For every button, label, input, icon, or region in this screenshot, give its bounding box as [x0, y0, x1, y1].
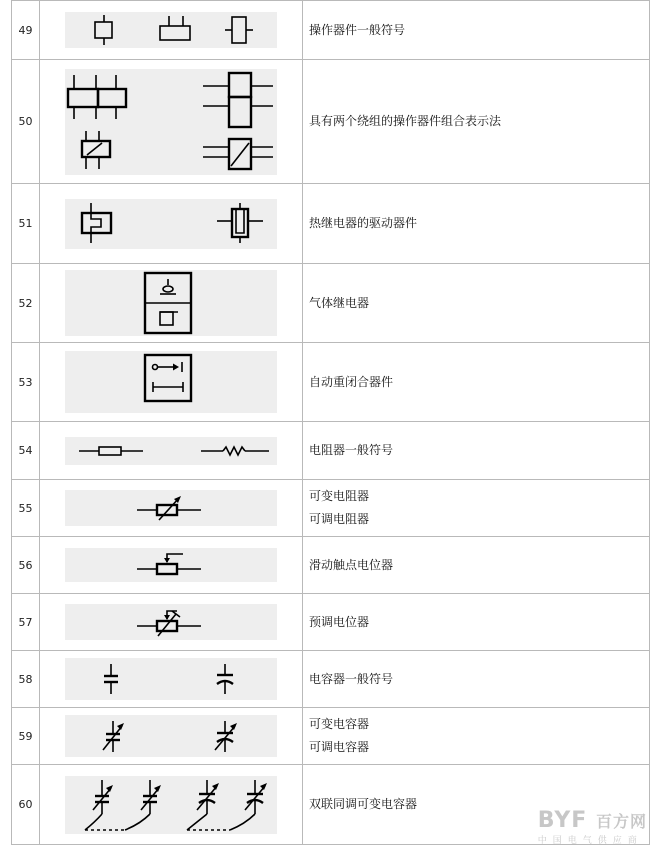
watermark-tagline: 中国电气供应商 [537, 836, 643, 846]
table-row [12, 343, 650, 422]
description-line: 电容器一般符号 [309, 671, 394, 686]
thermal-relay-symbol [65, 199, 277, 249]
symbol-panel [65, 437, 277, 465]
symbol-cell [40, 264, 303, 343]
symbol-cell [40, 537, 303, 594]
row-number: 52 [12, 264, 40, 343]
table-row [12, 594, 650, 651]
description-line: 操作器件一般符号 [309, 22, 406, 37]
description-cell [303, 708, 650, 765]
description-cell [303, 537, 650, 594]
description-cell [303, 343, 650, 422]
symbol-panel [65, 490, 277, 526]
row-number: 60 [12, 765, 40, 845]
row-number: 53 [12, 343, 40, 422]
capacitor-symbol [65, 658, 277, 700]
gas-relay-symbol [65, 270, 277, 336]
variable-capacitor-symbol [65, 715, 277, 757]
operating-device-symbol [65, 12, 277, 48]
watermark-brand: BYF [537, 808, 588, 833]
description-line: 可调电阻器 [309, 512, 370, 526]
symbol-panel [65, 715, 277, 757]
row-number: 57 [12, 594, 40, 651]
symbol-panel [65, 604, 277, 640]
symbol-panel [65, 351, 277, 413]
sliding-contact-potentiometer-symbol [65, 548, 277, 582]
description-line: 气体继电器 [309, 295, 370, 310]
row-number: 58 [12, 651, 40, 708]
description-line: 热继电器的驱动器件 [309, 216, 418, 230]
resistor-symbol [65, 437, 277, 465]
description-cell [303, 264, 650, 343]
symbol-cell [40, 708, 303, 765]
row-number: 50 [12, 60, 40, 184]
description-line: 自动重闭合器件 [309, 374, 394, 389]
table-row [12, 422, 650, 480]
symbol-cell [40, 1, 303, 60]
symbol-panel [65, 776, 277, 834]
symbol-cell [40, 480, 303, 537]
symbol-cell [40, 184, 303, 264]
description-cell [303, 651, 650, 708]
description-cell [303, 480, 650, 537]
symbol-cell [40, 60, 303, 184]
symbol-panel [65, 69, 277, 175]
watermark-cn: 百方网 [595, 812, 647, 831]
symbol-panel [65, 548, 277, 582]
description-line: 双联同调可变电容器 [309, 797, 418, 811]
table-row [12, 537, 650, 594]
symbol-panel [65, 270, 277, 336]
preset-potentiometer-symbol [65, 604, 277, 640]
description-cell [303, 1, 650, 60]
description-line: 可变电容器 [309, 717, 370, 731]
table-row [12, 708, 650, 765]
symbol-table [11, 0, 650, 845]
row-number: 49 [12, 1, 40, 60]
description-line: 可变电阻器 [309, 489, 370, 503]
row-number: 51 [12, 184, 40, 264]
description-cell [303, 60, 650, 184]
symbol-cell [40, 422, 303, 480]
description-cell [303, 422, 650, 480]
row-number: 59 [12, 708, 40, 765]
symbol-panel [65, 12, 277, 48]
description-cell [303, 184, 650, 264]
description-line: 可调电容器 [309, 740, 370, 754]
symbol-cell [40, 594, 303, 651]
row-number: 54 [12, 422, 40, 480]
table-row [12, 60, 650, 184]
symbol-panel [65, 199, 277, 249]
description-line: 预调电位器 [309, 614, 370, 629]
symbol-panel [65, 658, 277, 700]
table-row [12, 264, 650, 343]
variable-resistor-symbol [65, 490, 277, 526]
row-number: 56 [12, 537, 40, 594]
description-cell [303, 594, 650, 651]
two-winding-device-symbol [65, 69, 277, 175]
table-row [12, 651, 650, 708]
watermark [538, 808, 647, 846]
table-row [12, 1, 650, 60]
table-row [12, 480, 650, 537]
description-line: 滑动触点电位器 [309, 557, 394, 572]
symbol-cell [40, 343, 303, 422]
symbol-cell [40, 651, 303, 708]
symbol-cell [40, 765, 303, 845]
auto-reclosing-device-symbol [65, 351, 277, 413]
ganged-variable-capacitor-symbol [65, 776, 277, 834]
table-row [12, 184, 650, 264]
description-line: 电阻器一般符号 [309, 443, 394, 457]
row-number: 55 [12, 480, 40, 537]
description-line: 具有两个绕组的操作器件组合表示法 [309, 114, 502, 128]
